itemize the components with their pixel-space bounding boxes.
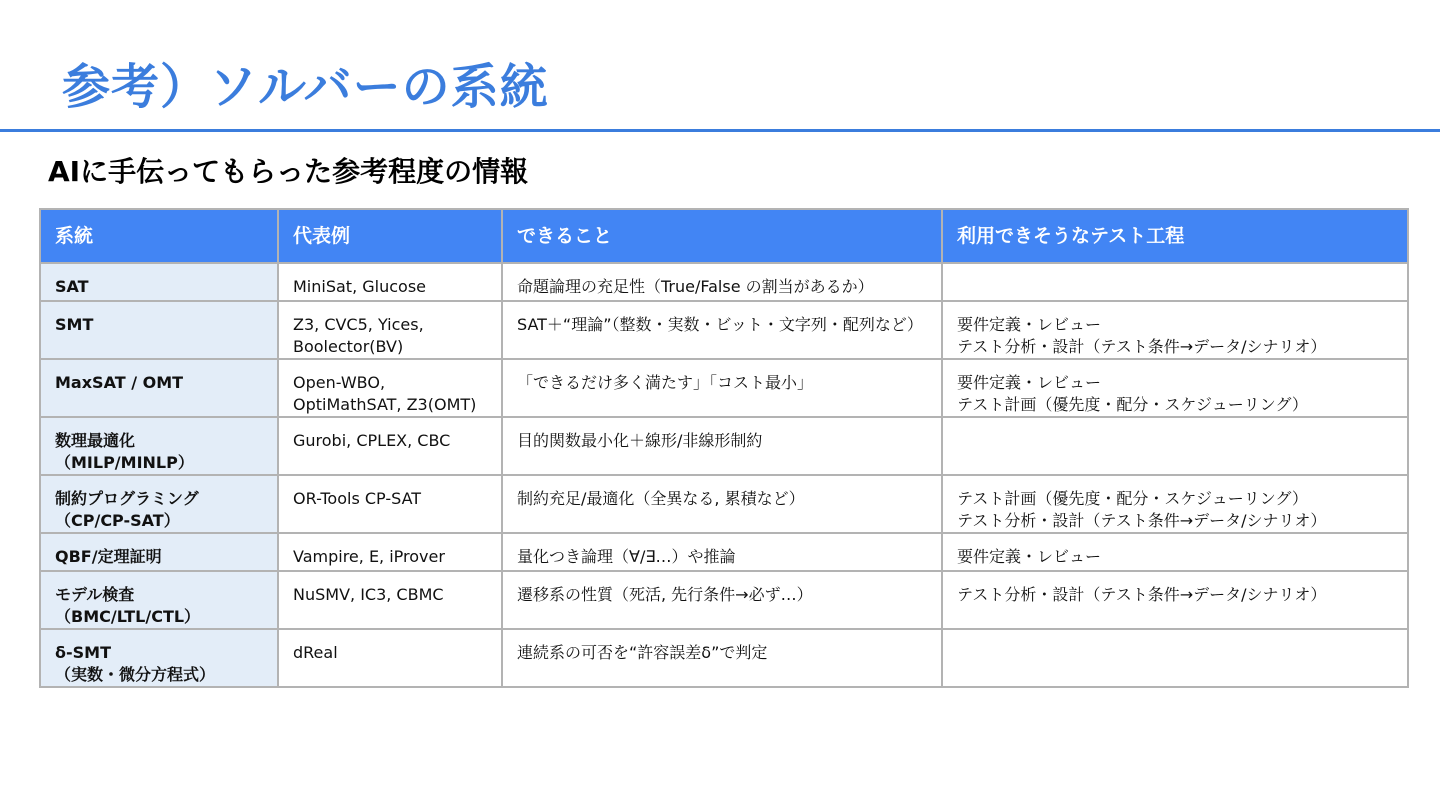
examples-cell — [278, 571, 502, 629]
table-row — [40, 571, 1408, 629]
family-cell — [40, 359, 278, 417]
examples-line-1: dReal — [293, 643, 338, 662]
header-capability: できること — [502, 209, 942, 263]
family-line-1: SAT — [55, 277, 89, 296]
process-line-2: テスト分析・設計（テスト条件→データ/シナリオ） — [957, 337, 1327, 356]
header-test-process: 利用できそうなテスト工程 — [942, 209, 1408, 263]
examples-cell — [278, 359, 502, 417]
capability-cell: 遷移系の性質（死活, 先行条件→必ず…） — [502, 571, 942, 629]
process-line-1: 要件定義・レビュー — [957, 373, 1102, 392]
family-line-1: SMT — [55, 315, 94, 334]
process-line-1: テスト計画（優先度・配分・スケジューリング） — [957, 489, 1308, 508]
table-row — [40, 301, 1408, 359]
slide-title: 参考）ソルバーの系統 — [62, 59, 549, 115]
header-family: 系統 — [40, 209, 278, 263]
process-cell — [942, 533, 1408, 571]
examples-line-1: Open-WBO, — [293, 373, 386, 392]
capability-cell: 「できるだけ多く満たす」「コスト最小」 — [502, 359, 942, 417]
title-divider — [0, 129, 1440, 132]
table-row — [40, 263, 1408, 301]
process-cell — [942, 571, 1408, 629]
table-row — [40, 417, 1408, 475]
examples-line-1: Vampire, E, iProver — [293, 547, 445, 566]
examples-cell — [278, 533, 502, 571]
header-examples: 代表例 — [278, 209, 502, 263]
process-cell — [942, 359, 1408, 417]
family-cell — [40, 571, 278, 629]
family-line-1: モデル検査 — [55, 585, 135, 604]
capability-cell: 制約充足/最適化（全異なる, 累積など） — [502, 475, 942, 533]
table-row — [40, 359, 1408, 417]
capability-cell: 目的関数最小化＋線形/非線形制約 — [502, 417, 942, 475]
process-line-2: テスト計画（優先度・配分・スケジューリング） — [957, 395, 1308, 414]
examples-line-1: Gurobi, CPLEX, CBC — [293, 431, 451, 450]
process-cell — [942, 301, 1408, 359]
process-line-1: 要件定義・レビュー — [957, 547, 1102, 566]
family-line-2: （実数・微分方程式） — [55, 665, 216, 684]
capability-cell: SAT＋“理論”（整数・実数・ビット・文字列・配列など） — [502, 301, 942, 359]
family-line-1: QBF/定理証明 — [55, 547, 162, 566]
process-line-1: 要件定義・レビュー — [957, 315, 1102, 334]
family-line-1: 数理最適化 — [55, 431, 136, 450]
table-row — [40, 533, 1408, 571]
table-row — [40, 629, 1408, 687]
examples-line-1: NuSMV, IC3, CBMC — [293, 585, 444, 604]
slide-subtitle: AIに手伝ってもらった参考程度の情報 — [48, 155, 529, 188]
capability-cell: 連続系の可否を“許容誤差δ”で判定 — [502, 629, 942, 687]
examples-cell — [278, 301, 502, 359]
family-line-1: δ-SMT — [55, 643, 111, 662]
examples-cell — [278, 417, 502, 475]
family-line-2: （BMC/LTL/CTL） — [55, 607, 201, 626]
examples-line-1: MiniSat, Glucose — [293, 277, 426, 296]
examples-line-1: OR-Tools CP-SAT — [293, 489, 422, 508]
capability-cell: 命題論理の充足性（True/False の割当があるか） — [502, 263, 942, 301]
solver-table — [39, 208, 1409, 688]
process-line-1: テスト分析・設計（テスト条件→データ/シナリオ） — [957, 585, 1327, 604]
examples-line-2: Boolector(BV) — [293, 337, 404, 356]
family-line-2: （CP/CP-SAT） — [55, 511, 180, 530]
examples-cell — [278, 475, 502, 533]
process-line-2: テスト分析・設計（テスト条件→データ/シナリオ） — [957, 511, 1327, 530]
family-cell — [40, 629, 278, 687]
table-header-row — [40, 209, 1408, 263]
table-row — [40, 475, 1408, 533]
family-cell — [40, 417, 278, 475]
process-cell — [942, 475, 1408, 533]
process-cell — [942, 417, 1408, 475]
capability-cell: 量化つき論理（∀/∃…）や推論 — [502, 533, 942, 571]
family-cell — [40, 263, 278, 301]
process-cell — [942, 629, 1408, 687]
family-line-2: （MILP/MINLP） — [55, 453, 194, 472]
family-cell — [40, 475, 278, 533]
examples-cell — [278, 263, 502, 301]
family-line-1: MaxSAT / OMT — [55, 373, 184, 392]
examples-line-2: OptiMathSAT, Z3(OMT) — [293, 395, 477, 414]
family-cell — [40, 533, 278, 571]
family-cell — [40, 301, 278, 359]
examples-cell — [278, 629, 502, 687]
process-cell — [942, 263, 1408, 301]
family-line-1: 制約プログラミング — [55, 489, 199, 508]
examples-line-1: Z3, CVC5, Yices, — [293, 315, 424, 334]
